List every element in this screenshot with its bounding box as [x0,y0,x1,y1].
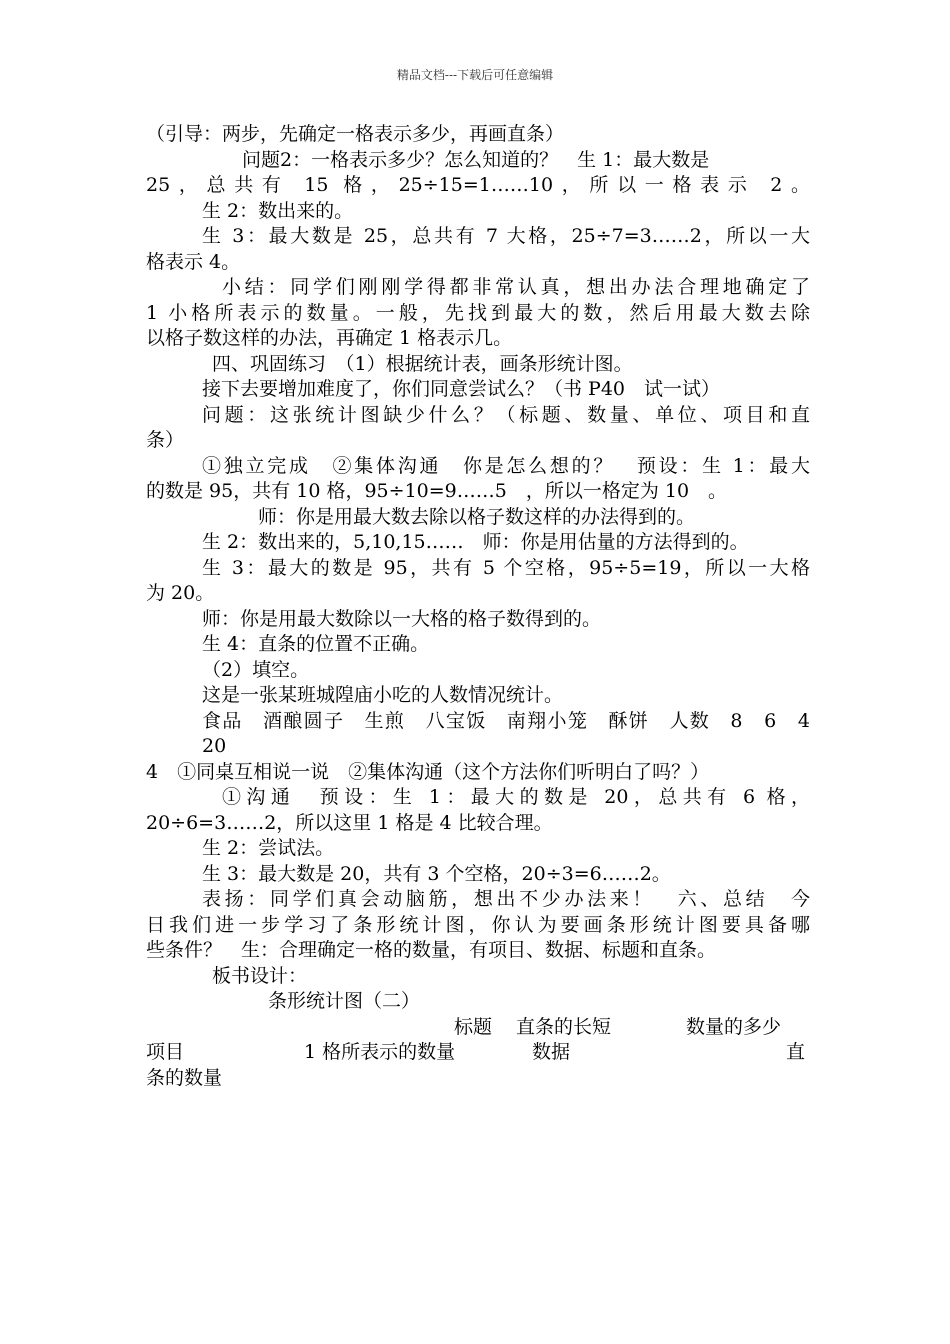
text-line: ①独立完成 ②集体沟通 你是怎么想的？ 预设：生 1：最大 [202,454,810,477]
text-line: 生 2：数出来的，5,10,15…… 师：你是用估量的方法得到的。 [202,531,749,553]
text-line: 食品 酒酿圆子 生煎 八宝饭 南翔小笼 酥饼 人数 8 6 4 20 [202,709,830,757]
text-line: 这是一张某班城隍庙小吃的人数情况统计。 [202,684,564,706]
document-body [146,122,830,1091]
text-line: 1 小格所表示的数量。一般，先找到最大的数，然后用最大数去除 [146,301,810,324]
board-row-1 [146,1015,810,1041]
board-label-bar-count: 直 [786,1041,806,1063]
text-line: 20÷6=3……2，所以这里 1 格是 4 比较合理。 [146,811,553,834]
text-line: 以格子数这样的办法，再确定 1 格表示几。 [146,327,513,349]
text-line: ①沟通 预设：生 1：最大的数是 20，总共有 6 格， [222,786,810,808]
text-line: 生 3：最大数是 20，共有 3 个空格，20÷3=6……2。 [202,862,671,885]
board-label-item: 项目 [146,1041,185,1063]
text-line: 格表示 4。 [146,250,241,273]
text-line: 生 3：最大的数是 95，共有 5 个空格，95÷5=19，所以一大格 [202,556,810,579]
text-line: 生 2：尝试法。 [202,837,335,859]
text-line: 小结：同学们刚刚学得都非常认真，想出办法合理地确定了 [222,276,810,298]
text-line: （引导：两步，先确定一格表示多少，再画直条） [146,123,565,145]
board-label-title: 标题 [454,1015,493,1038]
board-title: 条形统计图（二） [268,990,421,1012]
text-line: 为 20。 [146,582,215,604]
text-line: 师：你是用最大数除以一大格的格子数得到的。 [202,607,602,630]
board-label-quantity: 数量的多少 [686,1015,782,1038]
text-line: 生 4：直条的位置不正确。 [202,633,430,655]
text-line: 问题：这张统计图缺少什么？（标题、数量、单位、项目和直 [202,403,810,426]
board-row-2 [146,1040,810,1066]
text-line: 生 3：最大数是 25，总共有 7 大格，25÷7=3……2，所以一大 [202,225,810,247]
text-line: 表扬：同学们真会动脑筋，想出不少办法来！ 六、总结 今 [202,888,810,910]
text-line: （2）填空。 [202,658,310,681]
text-line: 接下去要增加难度了，你们同意尝试么？（书 P40 试一试） [202,378,721,400]
text-line: 问题2：一格表示多少？怎么知道的？ 生 1：最大数是 [242,148,710,171]
text-line: 些条件？ 生：合理确定一格的数量，有项目、数据、标题和直条。 [146,939,717,961]
text-line: 生 2：数出来的。 [202,199,354,222]
text-line: 4 ①同桌互相说一说 ②集体沟通（这个方法你们听明白了吗？） [146,760,710,783]
text-line: 条） [146,429,185,451]
page-header: 精品文档---下载后可任意编辑 [396,68,554,82]
text-line: 25，总共有 15 格，25÷15=1……10，所以一格表示 2。 [146,174,810,196]
text-line: 师：你是用最大数去除以格子数这样的办法得到的。 [258,505,696,528]
text-line: 四、巩固练习 （1）根据统计表，画条形统计图。 [212,352,633,375]
board-label-bar-length: 直条的长短 [516,1015,612,1038]
text-line: 板书设计： [212,964,308,987]
text-line: 日我们进一步学习了条形统计图，你认为要画条形统计图要具备哪 [146,913,810,936]
board-label-data: 数据 [532,1041,571,1063]
text-line: 的数是 95，共有 10 格，95÷10=9……5 ，所以一格定为 10 。 [146,480,728,502]
board-label-unit: 1 格所表示的数量 [304,1041,456,1063]
board-label-bar-count-cont: 条的数量 [146,1066,223,1089]
